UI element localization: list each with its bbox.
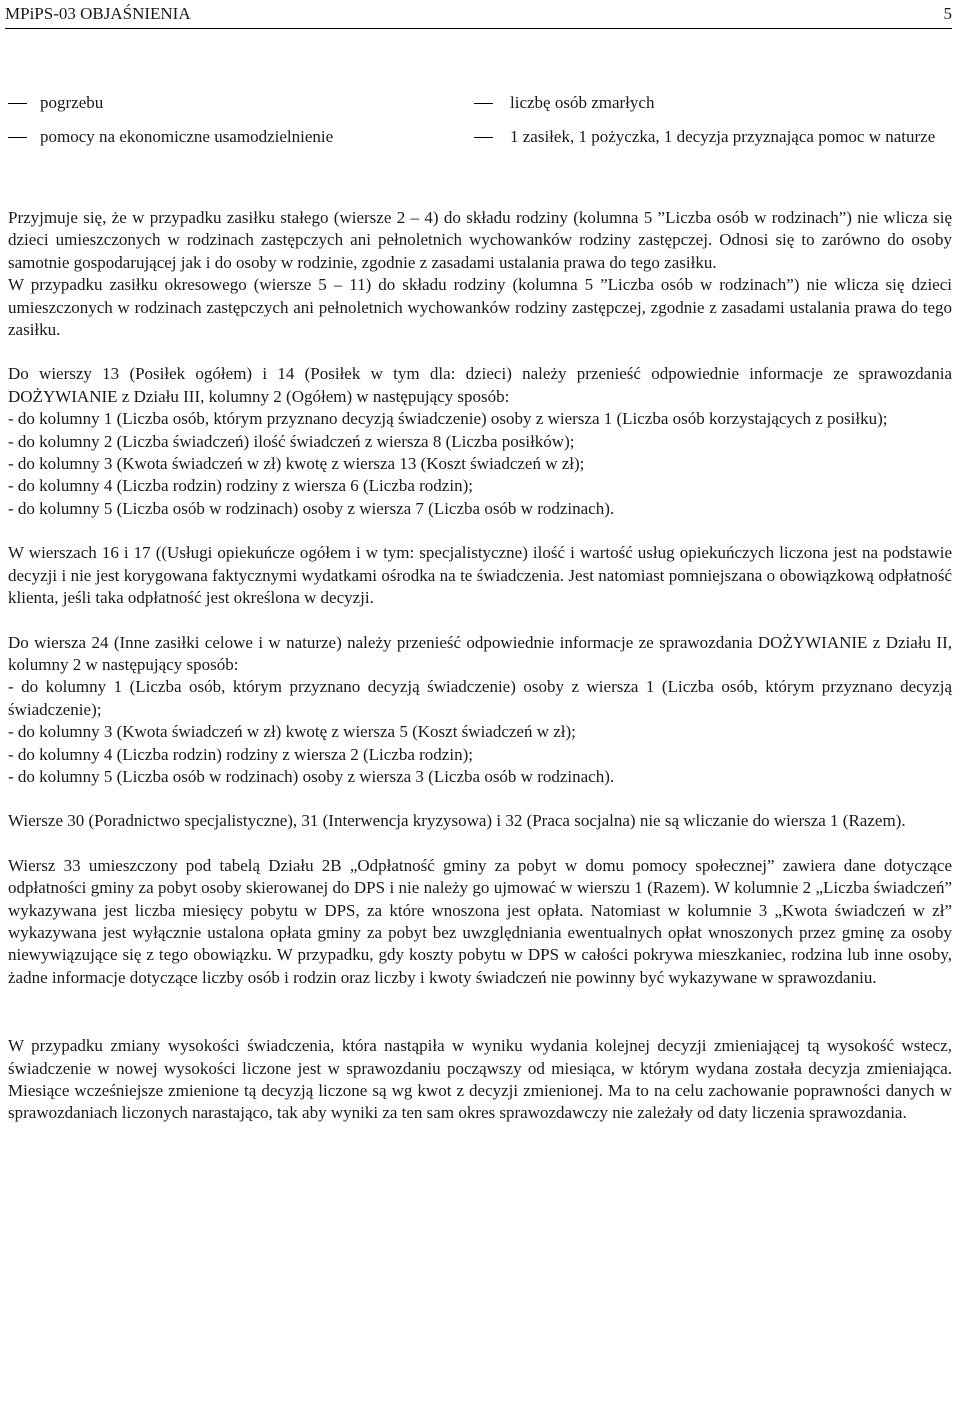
paragraph-inne-zasilki-intro: Do wiersza 24 (Inne zasiłki celowe i w naturze) należy przenieść odpowiednie informacje ze sprawozdania DOŻYWIANIE z Działu II, kolumny 2 w następujący sposób:	[8, 632, 952, 674]
list-item: - do kolumny 1 (Liczba osób, którym przyznano decyzją świadczenie) osoby z wiersza 1 (Liczba osób, którym przyznano decyzją świadczenie);	[8, 677, 952, 719]
dash-row	[8, 92, 952, 126]
dash-bullet	[474, 103, 493, 104]
paragraph-wiersze-30-32: Wiersze 30 (Poradnictwo specjalistyczne), 31 (Interwencja kryzysowa) i 32 (Praca socjalna) nie są wliczanie do wiersza 1 (Razem).	[8, 811, 906, 831]
dash-list	[8, 92, 952, 182]
dash-item-text: 1 zasiłek, 1 pożyczka, 1 decyzja przyznająca pomoc w naturze	[510, 127, 936, 146]
paragraph-zasilek-staly: Przyjmuje się, że w przypadku zasiłku stałego (wiersze 2 – 4) do składu rodziny (kolumna 5 ”Liczba osób w rodzinach”) nie wlicza się dzieci umieszczonych w rodzinach zastępczych ani pełnoletnich wychowanków rodziny zastępczej. Odnosi się to zarówno do osoby samotnie gospodarującej jak i do osoby w rodzinie, zgodnie z zasadami ustalania prawa do tego zasiłku.	[8, 208, 952, 272]
dash-row	[8, 126, 952, 182]
dash-item-text: liczbę osób zmarłych	[510, 93, 655, 112]
paragraph-zmiana-wysokosci: W przypadku zmiany wysokości świadczenia, która nastąpiła w wyniku wydania kolejnej decyzji zmieniającej tą wysokość wstecz, świadczenie w nowej wysokości liczone jest w sprawozdaniu począwszy od miesiąca, w którym wydana została decyzja zmieniająca. Miesiące wcześniejsze zmienione tą decyzją liczone są wg kwot z decyzji zmienionej. Ma to na celu zachowanie poprawności danych w sprawozdaniach liczonych narastająco, tak aby wyniki za ten sam okres sprawozdawczy nie zależały od daty liczenia sprawozdania.	[8, 1036, 952, 1123]
dash-item	[474, 92, 954, 114]
list-item: - do kolumny 5 (Liczba osób w rodzinach) osoby z wiersza 3 (Liczba osób w rodzinach).	[8, 766, 615, 786]
paragraph-wiersz-33: Wiersz 33 umieszczony pod tabelą Działu 2B „Odpłatność gminy za pobyt w domu pomocy społecznej” zawiera dane dotyczące odpłatności gminy za pobyt osoby skierowanej do DPS i nie należy go ujmować w wierszu 1 (Razem). W kolumnie 2 „Liczba świadczeń” wykazywana jest liczba miesięcy pobytu w DPS, za które wnoszona jest opłata. Natomiast w kolumnie 3 „Kwota świadczeń w zł” wykazywana jest wyłącznie ustalona opłata gminy za pobyt bez uwzględniania ewentualnych opłat wnoszonych przez gminę za osoby niewywiązujące się z tego obowiązku. W przypadku, gdy koszty pobytu w DPS w całości pokrywa mieszkaniec, rodzina lub inne osoby, żadne informacje dotyczące liczby osób i rodzin oraz liczby i kwoty świadczeń nie powinny być wykazywane w sprawozdaniu.	[8, 855, 952, 987]
dash-bullet	[8, 137, 27, 138]
list-item: - do kolumny 4 (Liczba rodzin) rodziny z wiersza 2 (Liczba rodzin);	[8, 744, 473, 764]
paragraph-uslugi-opiekuncze: W wierszach 16 i 17 ((Usługi opiekuńcze ogółem i w tym: specjalistyczne) ilość i wartość usług opiekuńczych liczona jest na podstawie decyzji i nie jest korygowana faktycznymi wydatkami ośrodka na te świadczenia. Jest natomiast pomniejszana o obowiązkową odpłatność klienta, jeśli taka odpłatność jest określona w decyzji.	[8, 543, 952, 608]
paragraph-zasilek-okresowy: W przypadku zasiłku okresowego (wiersze 5 – 11) do składu rodziny (kolumna 5 ”Liczba osób w rodzinach”) nie wlicza się dzieci umieszczonych w rodzinach zastępczych ani pełnoletnich wychowanków rodziny zastępczej, zgodnie z zasadami ustalania prawa do tego zasiłku.	[8, 275, 952, 340]
dash-item	[8, 92, 468, 114]
list-item: - do kolumny 2 (Liczba świadczeń) ilość świadczeń z wiersza 8 (Liczba posiłków);	[8, 431, 575, 451]
list-item: - do kolumny 3 (Kwota świadczeń w zł) kwotę z wiersza 5 (Koszt świadczeń w zł);	[8, 722, 576, 742]
document-body	[8, 207, 952, 1125]
dash-item	[8, 126, 468, 148]
dash-item-text: pogrzebu	[40, 93, 104, 112]
dash-bullet	[8, 103, 27, 104]
dash-item	[474, 126, 954, 148]
document-title: MPiPS-03 OBJAŚNIENIA	[5, 4, 191, 23]
paragraph-posilek-intro: Do wierszy 13 (Posiłek ogółem) i 14 (Posiłek w tym dla: dzieci) należy przenieść odpowiednie informacje ze sprawozdania DOŻYWIANIE z Działu III, kolumny 2 (Ogółem) w następujący sposób:	[8, 364, 952, 406]
list-item: - do kolumny 4 (Liczba rodzin) rodziny z wiersza 6 (Liczba rodzin);	[8, 476, 473, 496]
dash-bullet	[474, 137, 493, 138]
page-header	[5, 2, 952, 29]
page-number: 5	[943, 4, 952, 23]
list-item: - do kolumny 1 (Liczba osób, którym przyznano decyzją świadczenie) osoby z wiersza 1 (Liczba osób korzystających z posiłku);	[8, 409, 888, 429]
list-item: - do kolumny 3 (Kwota świadczeń w zł) kwotę z wiersza 13 (Koszt świadczeń w zł);	[8, 454, 585, 474]
dash-item-text: pomocy na ekonomiczne usamodzielnienie	[40, 127, 334, 146]
list-item: - do kolumny 5 (Liczba osób w rodzinach) osoby z wiersza 7 (Liczba osób w rodzinach).	[8, 498, 615, 518]
